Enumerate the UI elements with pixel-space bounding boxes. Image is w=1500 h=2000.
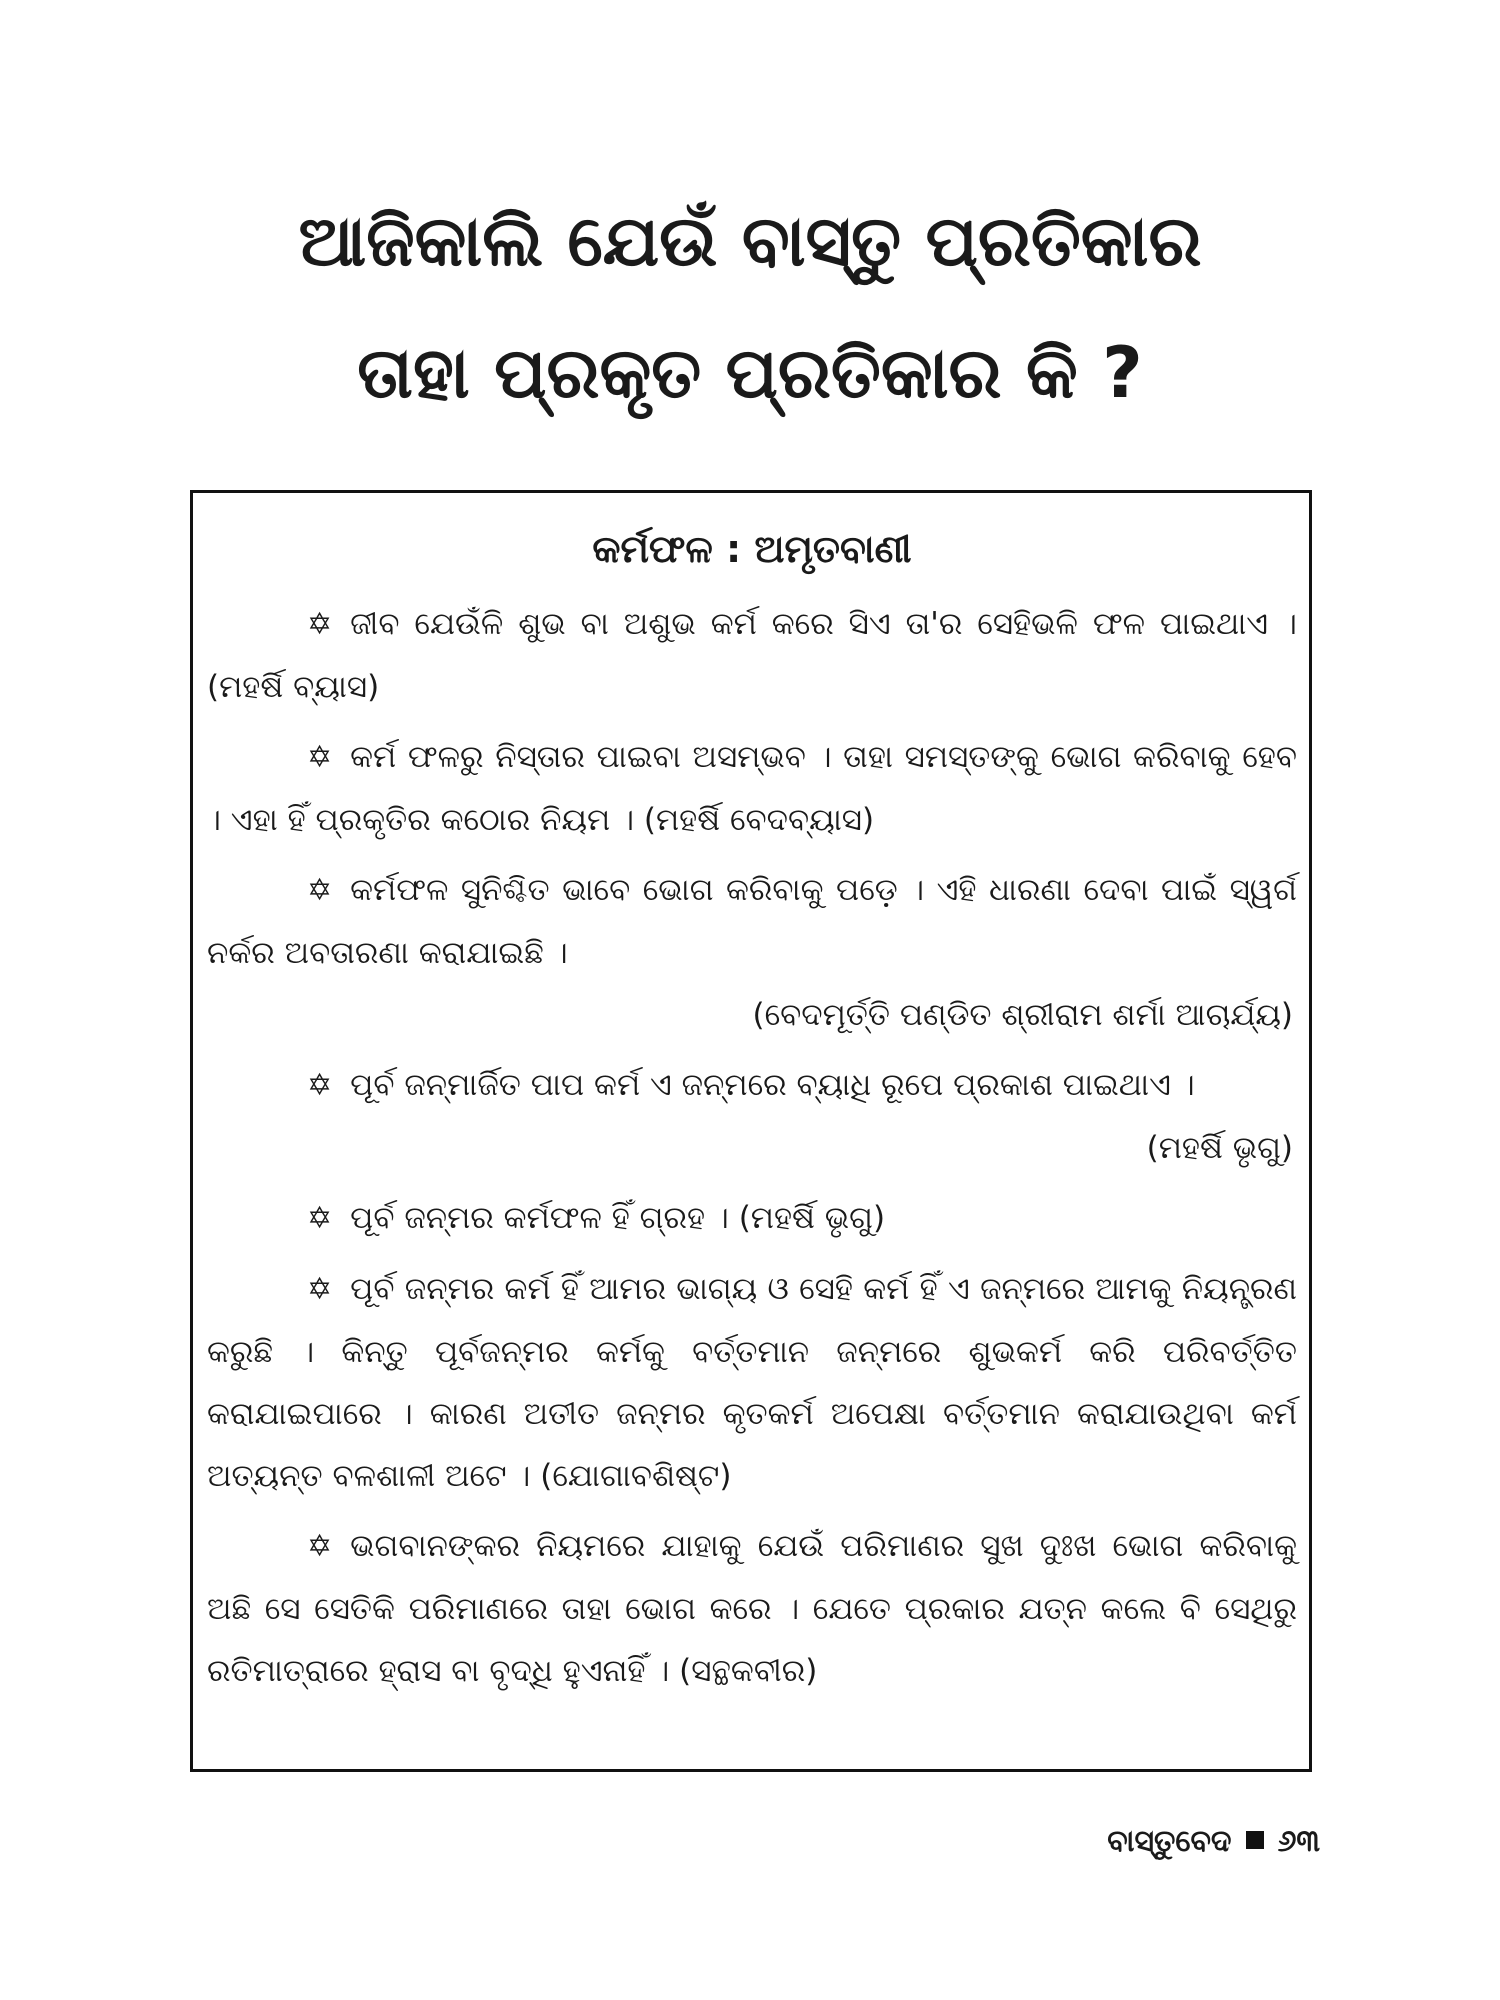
quote-box (190, 490, 1312, 1772)
quote-attribution: (ମହର୍ଷି ଭୃଗୁ) (1146, 1130, 1293, 1166)
quote-text: ପୂର୍ବ ଜନ୍ମର କର୍ମଫଳ ହିଁ ଗ୍ରହ । (ମହର୍ଷି ଭୃଗୁ) (350, 1200, 886, 1236)
footer-book-title: ବାସ୍ତୁବେଦ (1107, 1824, 1232, 1859)
page-number: ୬୩ (1277, 1824, 1320, 1859)
quote-item (207, 593, 1297, 718)
star-bullet-icon: ✡ (307, 740, 333, 775)
title-line-2: ତାହା ପ୍ରକୃତ ପ୍ରତିକାର କି ? (357, 332, 1143, 414)
page-title (150, 175, 1350, 439)
star-bullet-icon: ✡ (307, 873, 333, 908)
square-separator-icon (1246, 1831, 1264, 1849)
star-bullet-icon: ✡ (307, 607, 333, 642)
star-bullet-icon: ✡ (307, 1272, 333, 1307)
star-bullet-icon: ✡ (307, 1529, 333, 1564)
quote-text: ଭଗବାନଙ୍କର ନିୟମରେ ଯାହାକୁ ଯେଉଁ ପରିମାଣର ସୁଖ ଦୁଃଖ ଭୋଗ କରିବାକୁ ଅଛି ସେ ସେତିକି ପରିମାଣରେ ତାହା ଭୋଗ କରେ । ଯେତେ ପ୍ରକାର ଯତ୍ନ କଲେ ବି ସେଥିରୁ ରତିମାତ୍ରାରେ ହ୍ରାସ ବା ବୃଦ୍ଧି ହୁଏନାହିଁ । (ସନ୍ଥକବୀର) (207, 1528, 1297, 1689)
title-line-1: ଆଜିକାଲି ଯେଉଁ ବାସ୍ତୁ ପ୍ରତିକାର (298, 200, 1202, 282)
quote-item (207, 859, 1297, 1046)
quote-text: କର୍ମ ଫଳରୁ ନିସ୍ତାର ପାଇବା ଅସମ୍ଭବ । ତାହା ସମସ୍ତଙ୍କୁ ଭୋଗ କରିବାକୁ ହେବ । ଏହା ହିଁ ପ୍ରକୃତିର କଠୋର ନିୟମ । (ମହର୍ଷି ବେଦବ୍ୟାସ) (207, 739, 1297, 838)
quote-text: ଜୀବ ଯେଉଁଳି ଶୁଭ ବା ଅଶୁଭ କର୍ମ କରେ ସିଏ ତା'ର ସେହିଭଳି ଫଳ ପାଇଥାଏ । (ମହର୍ଷି ବ୍ୟାସ) (207, 606, 1297, 705)
quote-item (207, 1054, 1297, 1179)
quote-item (207, 1258, 1297, 1507)
quote-text: ପୂର୍ବ ଜନ୍ମାର୍ଜିତ ପାପ କର୍ମ ଏ ଜନ୍ମରେ ବ୍ୟାଧି ରୂପେ ପ୍ରକାଶ ପାଇଥାଏ । (350, 1067, 1195, 1103)
quote-text: କର୍ମଫଳ ସୁନିଶ୍ଚିତ ଭାବେ ଭୋଗ କରିବାକୁ ପଡ଼େ । ଏହି ଧାରଣା ଦେବା ପାଇଁ ସ୍ୱର୍ଗ ନର୍କର ଅବତାରଣା କରାଯାଇଛି । (207, 872, 1297, 971)
quote-text: ପୂର୍ବ ଜନ୍ମର କର୍ମ ହିଁ ଆମର ଭାଗ୍ୟ ଓ ସେହି କର୍ମ ହିଁ ଏ ଜନ୍ମରେ ଆମକୁ ନିୟନ୍ତ୍ରଣ କରୁଛି । କିନ୍ତୁ ପୂର୍ବଜନ୍ମର କର୍ମକୁ ବର୍ତ୍ତମାନ ଜନ୍ମରେ ଶୁଭକର୍ମ କରି ପରିବର୍ତ୍ତିତ କରାଯାଇପାରେ । କାରଣ ଅତୀତ ଜନ୍ମର କୃତକର୍ମ ଅପେକ୍ଷା ବର୍ତ୍ତମାନ କରାଯାଉଥିବା କର୍ମ ଅତ୍ୟନ୍ତ ବଳଶାଳୀ ଅଟେ । (ଯୋଗାବଶିଷ୍ଟ) (207, 1271, 1297, 1494)
page-footer (1107, 1822, 1320, 1862)
quote-item (207, 726, 1297, 851)
star-bullet-icon: ✡ (307, 1201, 333, 1236)
quote-item (207, 1187, 1297, 1250)
quote-attribution: (ବେଦମୂର୍ତ୍ତି ପଣ୍ଡିତ ଶ୍ରୀରାମ ଶର୍ମା ଆଚାର୍ଯ୍ୟ) (752, 997, 1293, 1033)
star-bullet-icon: ✡ (307, 1068, 333, 1103)
box-heading: କର୍ମଫଳ : ଅମୃତବାଣୀ (592, 527, 912, 571)
quote-item (207, 1515, 1297, 1702)
